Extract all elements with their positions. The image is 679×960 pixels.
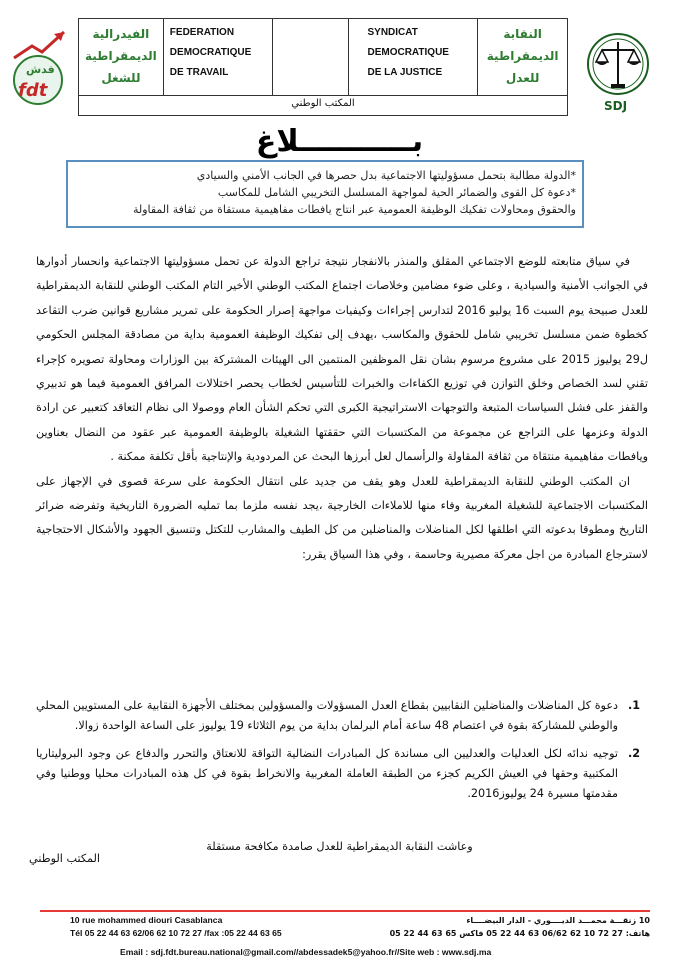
header-table bbox=[78, 18, 568, 116]
footer-email[interactable]: Email : sdj.fdt.bureau.national@gmail.com//abdessadek5@yahoo.fr//Site web : www.sdj.ma bbox=[120, 947, 492, 957]
fdt-arabic-name bbox=[79, 19, 164, 96]
key-points-box bbox=[66, 160, 584, 228]
paragraph: في سياق متابعته للوضع الاجتماعي المقلق والمنذر بالانفجار نتيجة تراجع الدولة عن تحمل مسؤوليتها الاجتماعية وانحسار أدوارها في الجوانب الأمنية والسيادية ، وعلى ضوء مضامين وخلاصات اجتماع المكتب الوطني الأخير التام المكتب الوطني للنقابة الديمقراطية للعدل صبيحة يوم السبت 16 يوليو 2016 لتدارس إجراءات وكيفيات مواجهة إصرار الحكومة على تمرير مشاريع قوانين ضرب التقاعد كخطوة ضمن مسلسل تخريبي شامل للحقوق والمكاسب ،يهدف إلى تفكيك الوظيفة العمومية بداية من مصادقة المجلس الحكومي ل29 يوليوز 2015 على مشروع مرسوم بشان نقل الموظفين المنتمين الى الهيئات المشتركة بين الوزارات ومحاولة تصويره كإجراء تقني لسد الخصاص وخلق التوازن في توزيع الكفاءات والخبرات للتأسيس لخطاب يحصر اختلالات المرافق العمومية فيما هو تدبيري والقفز على فشل السياسات المتبعة والتوجهات الاستراتيجية الكبرى التي تحكم الشأن العام ووصولا الى نظام التعاقد كتعبير عن ارادة الدولة وعزمها على التراجع عن مجموعة من المكتسبات التي حققتها الشغيلة بالوظيفة العمومية عبر عقود من النضال بعناوين ويافطات مفاهيمية منتقاة من ثقافة المقاولة والرأسمال لعل أبرزها البحث عن المردودية والإنتاجية بأقل تكلفة ممكنة . bbox=[36, 255, 649, 464]
sdj-fr-line-3: DE LA JUSTICE bbox=[367, 67, 443, 78]
sdj-ar-line-1: النقابة bbox=[503, 27, 542, 41]
header-empty-cell bbox=[272, 19, 349, 96]
bureau-label: المكتب الوطني bbox=[79, 96, 568, 116]
decision-number: 2. bbox=[627, 747, 640, 760]
fdt-ar-line-1: الفيدرالية bbox=[92, 27, 150, 41]
footer-address-ar: 10 زنقـــة محمـــد الديــــوري - الدار البيضــــاء bbox=[466, 916, 650, 925]
decision-number: 1. bbox=[627, 699, 640, 712]
letterhead bbox=[8, 8, 671, 118]
fdt-logo-text: fdt bbox=[18, 80, 48, 101]
sdj-arabic-name bbox=[478, 19, 568, 96]
paragraph: ان المكتب الوطني للنقابة الديمقراطية للعدل وهو يقف من جديد على انتقال الحكومة على سرعة قصوى في الإجهاز على المكتسبات الاجتماعية للشغيلة المغربية وفاء منها للاملاءات الخارجية ،يجد نفسه ملزما بما تمليه الضرورة التاريخية وتفرضه ضرائر التاريخ ومطوقا بدعوته التي اطلقها لكل المناضلات والمناضلين من كل الطيف والمشارب للتكتل وتنسيق الجهود والأشكال الاحتجاجية لاسترجاع المبادرة من اجل معركة مصيرية وحاسمة ، وفي هذا السياق يقرر: bbox=[36, 474, 648, 561]
decision-text: دعوة كل المناضلات والمناضلين النقابيين بقطاع العدل المسؤولات والمسؤولين بمختلف الأجهزة النقابية على المستويين المحلي والوطني للمشاركة بقوة في اعتصام 48 ساعة أمام البرلمان بداية من يوم الثلاثاء 19 يوليوز على الساعة الواحدة زوالا. bbox=[36, 699, 618, 732]
key-point: *دعوة كل القوى والضمائر الحية لمواجهة المسلسل التخريبي الشامل للمكاسب bbox=[217, 186, 576, 199]
fdt-fr-line-2: DEMOCRATIQUE bbox=[169, 47, 252, 58]
sdj-ar-line-3: للعدل bbox=[505, 71, 540, 85]
key-point: *الدولة مطالبة بتحمل مسؤوليتها الاجتماعية بدل حصرها في الجانب الأمني والسيادي bbox=[196, 169, 576, 182]
sdj-fr-line-2: DEMOCRATIQUE bbox=[367, 47, 449, 58]
signature: المكتب الوطني bbox=[29, 852, 100, 865]
fdt-ar-line-3: للشغل bbox=[101, 71, 141, 85]
sdj-french-name bbox=[349, 19, 478, 96]
decision-item bbox=[36, 744, 648, 804]
decisions-list bbox=[36, 696, 648, 812]
footer-phone-fr: Tél 05 22 44 63 62/06 62 10 72 27 /fax :05 22 44 63 65 bbox=[70, 928, 282, 938]
closing-slogan: وعاشت النقابة الديمقراطية للعدل صامدة مكافحة مستقلة bbox=[206, 840, 473, 853]
statement-body bbox=[36, 250, 648, 567]
fdt-french-name bbox=[163, 19, 272, 96]
key-point: والحقوق ومحاولات تفكيك الوظيفة العمومية عبر انتاج يافطات مفاهيمية مستقاة من ثقافة المقاولة bbox=[132, 203, 576, 216]
document-title: بـــــــــــلاغ bbox=[255, 124, 424, 159]
fdt-ar-line-2: الديمقراطية bbox=[85, 49, 157, 63]
footer-phone-ar: هاتف: 27 72 10 62 06/62 63 44 22 05 فاكس 65 63 44 22 05 bbox=[389, 929, 650, 938]
sdj-logo-text: SDJ bbox=[604, 99, 628, 113]
footer-address-fr: 10 rue mohammed diouri Casablanca bbox=[70, 915, 223, 925]
footer-french bbox=[70, 914, 340, 940]
footer-divider bbox=[40, 910, 650, 912]
decision-item bbox=[36, 696, 648, 736]
sdj-fr-line-1: SYNDICAT bbox=[367, 27, 418, 38]
svg-text:فدش: فدش bbox=[26, 63, 55, 76]
sdj-logo bbox=[574, 28, 664, 116]
fdt-fr-line-3: DE TRAVAIL bbox=[169, 67, 229, 78]
fdt-logo bbox=[8, 28, 72, 108]
footer-arabic bbox=[350, 914, 650, 940]
sdj-ar-line-2: الديمقراطية bbox=[486, 49, 559, 63]
decision-text: توجيه ندائه لكل العدليات والعدليين الى مساندة كل المبادرات النضالية التواقة للانعتاق والتحرر والدفاع عن وجود البروليتاريا المكتبية وحقها في العيش الكريم كجزء من الطبقة العاملة المغربية والانخراط بقوة في كل هذه المبادرات محليا ووطنيا وفي مقدمتها مسيرة 24 يوليوز2016. bbox=[36, 747, 618, 800]
fdt-fr-line-1: FEDERATION bbox=[169, 27, 235, 38]
